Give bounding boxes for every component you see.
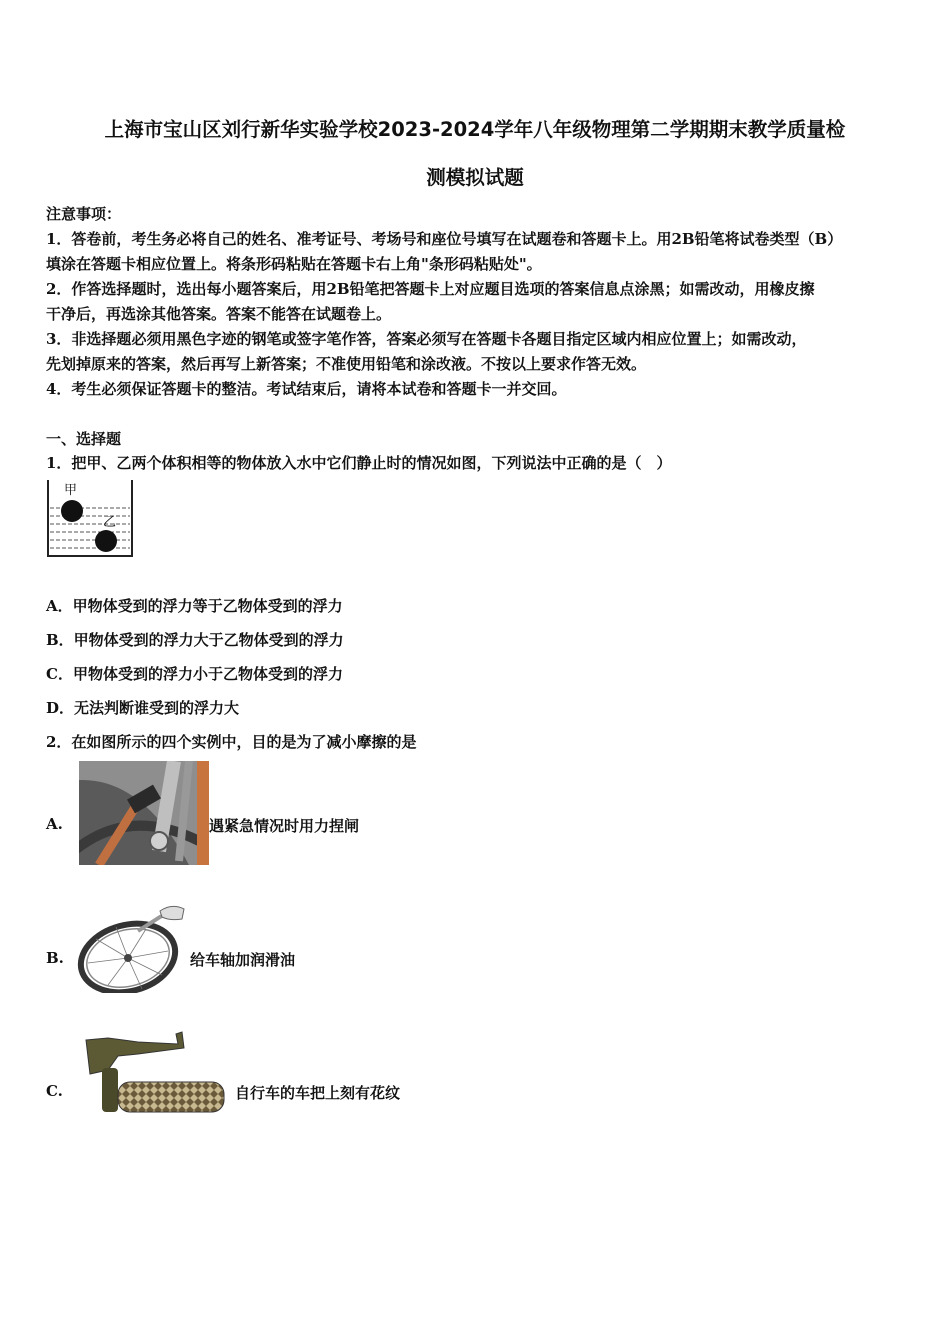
notes-line: 干净后，再选涂其他答案。答案不能答在试题卷上。	[46, 305, 392, 323]
brake-photo	[79, 761, 209, 865]
section-heading: 一、选择题	[46, 430, 122, 448]
notes-line: 1．答卷前，考生务必将自己的姓名、准考证号、考场号和座位号填写在试题卷和答题卡上。用2B铅笔将试卷类型（B）	[46, 230, 843, 248]
notes-line: 2．作答选择题时，选出每小题答案后，用2B铅笔把答题卡上对应题目选项的答案信息点涂黑；如需改动，用橡皮擦	[46, 280, 815, 298]
q2-option-a-text: 遇紧急情况时用力捏闸	[209, 817, 360, 835]
q2-option-b-label: B.	[46, 949, 64, 967]
notes-line: 填涂在答题卡相应位置上。将条形码粘贴在答题卡右上角"条形码粘贴处"。	[46, 255, 542, 273]
beaker-outline	[48, 480, 132, 556]
page-title-line-2: 测模拟试题	[426, 166, 524, 189]
q2-option-c-label: C.	[46, 1082, 63, 1100]
object-jia	[61, 500, 83, 522]
notes-line: 3．非选择题必须用黑色字迹的钢笔或签字笔作答，答案必须写在答题卡各题目指定区域内相应位置上；如需改动，	[46, 330, 807, 348]
q2-option-b-text: 给车轴加润滑油	[190, 951, 296, 969]
label-jia: 甲	[64, 483, 78, 498]
option-d: D．无法判断谁受到的浮力大	[46, 699, 240, 717]
question-2-stem: 2．在如图所示的四个实例中，目的是为了减小摩擦的是	[46, 733, 417, 751]
label-yi: 乙	[103, 515, 117, 530]
wheel-oil-photo	[76, 903, 188, 993]
notes-line: 4．考生必须保证答题卡的整洁。考试结束后，请将本试卷和答题卡一并交回。	[46, 380, 567, 398]
question-1-stem: 1．把甲、乙两个体积相等的物体放入水中它们静止时的情况如图，下列说法中正确的是（ ）	[46, 454, 672, 472]
q2-option-c-text: 自行车的车把上刻有花纹	[235, 1084, 401, 1102]
option-c: C．甲物体受到的浮力小于乙物体受到的浮力	[46, 665, 343, 683]
notes-heading: 注意事项：	[46, 205, 122, 223]
option-a: A．甲物体受到的浮力等于乙物体受到的浮力	[46, 597, 343, 615]
page-title-line-1: 上海市宝山区刘行新华实验学校2023-2024学年八年级物理第二学期期末教学质量检	[104, 118, 846, 141]
object-yi	[95, 530, 117, 552]
option-b: B．甲物体受到的浮力大于乙物体受到的浮力	[46, 631, 344, 649]
notes-line: 先划掉原来的答案，然后再写上新答案；不准使用铅笔和涂改液。不按以上要求作答无效。	[46, 355, 647, 373]
beaker-figure	[46, 478, 134, 560]
q2-option-a-label: A.	[46, 815, 63, 833]
handlebar-grip-photo	[78, 1030, 228, 1120]
